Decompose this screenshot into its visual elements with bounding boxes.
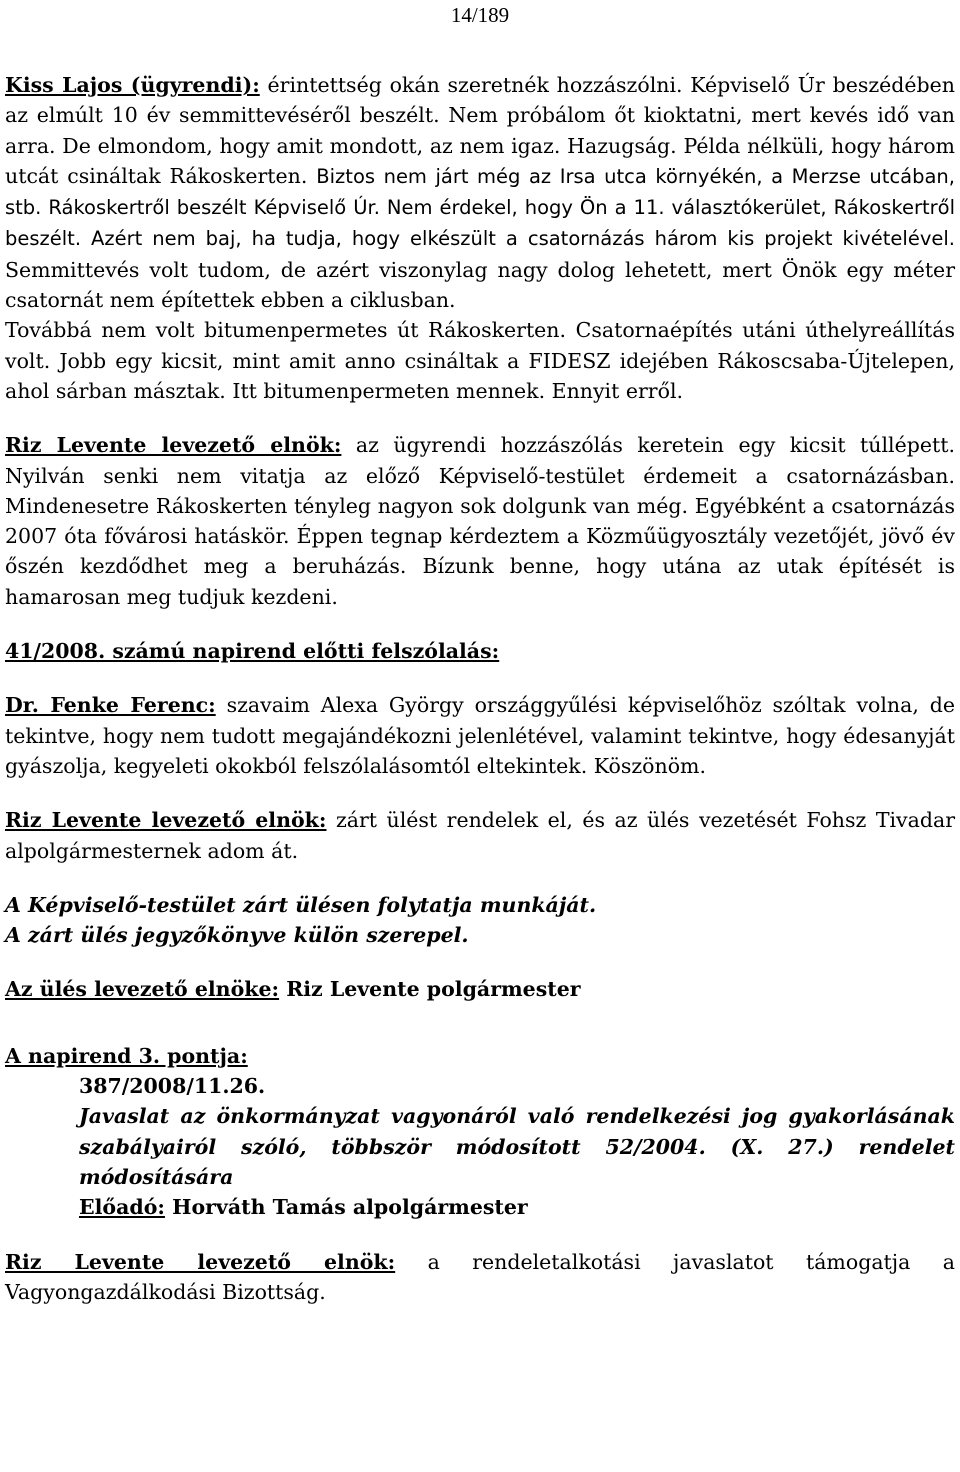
paragraph-text: Azért nem baj, ha tudja, hogy elkészült a csatornázás három kis projekt kivételével. bbox=[81, 227, 955, 251]
paragraph-text: az ügyrendi hozzászólás keretein egy kicsit túllépett. Nyilván senki nem vitatja az előző Képviselő-testület érdemeit a csatornázásban. Mindenesetre Rákoskerten tényleg nagyon sok dolgunk van még. Egyébként a csatornázás 2007 óta fővárosi hatáskör. Éppen tegnap kérdeztem a Közműügyosztály vezetőjét, jövő év őszén kezdődhet meg a beruházás. Bízunk benne, hogy utána az utak építését is hamarosan meg tudjuk kezdeni. bbox=[5, 433, 955, 609]
agenda-heading-3: A napirend 3. pontja: bbox=[5, 1043, 248, 1068]
session-chair bbox=[5, 974, 955, 1004]
speaker-name: Riz Levente levezető elnök: bbox=[5, 808, 327, 833]
paragraph-riz-levente-3 bbox=[5, 1247, 955, 1308]
closed-session-line: A Képviselő-testület zárt ülésen folytatja munkáját. bbox=[5, 892, 597, 917]
speaker-name: Riz Levente levezető elnök: bbox=[5, 433, 342, 458]
document-body bbox=[5, 70, 955, 1307]
page-number: 14/189 bbox=[450, 3, 510, 27]
chair-name: Riz Levente polgármester bbox=[279, 977, 581, 1002]
paragraph-riz-levente-1 bbox=[5, 430, 955, 612]
speaker-name: Dr. Fenke Ferenc: bbox=[5, 693, 216, 718]
agenda-item-presenter bbox=[79, 1192, 955, 1222]
paragraph-text: Csatornaépítés utáni úthelyreállítás volt. bbox=[5, 318, 955, 373]
speaker-name: Kiss Lajos (ügyrendi): bbox=[5, 73, 260, 97]
paragraph-fenke-ferenc bbox=[5, 690, 955, 781]
presenter-label: Előadó: bbox=[79, 1195, 165, 1220]
paragraph-kiss-lajos bbox=[5, 70, 955, 406]
paragraph-text: a rendeletalkotási javaslatot támogatja a Vagyongazdálkodási Bizottság. bbox=[5, 1249, 955, 1304]
paragraph-text: szavaim Alexa György országgyűlési képviselőhöz szóltak volna, de tekintve, hogy nem tudott megajándékozni jelenlétével, valamint tekintve, hogy édesanyját gyászolja, kegyeleti okokból felszólalásomtól eltekintek. Köszönöm. bbox=[5, 693, 955, 778]
paragraph-text: érintettség okán szeretnék hozzászólni. Képviselő Úr beszédében az elmúlt 10 év semmittevéséről beszélt. Nem próbálom őt kioktatni, mert kevés idő van arra. De elmondom, hogy amit mondott, az nem igaz. Hazugság. Példa nélküli, hogy három utcát csináltak Rákoskerten. bbox=[5, 73, 956, 188]
paragraph-text: Semmittevés volt tudom, de azért viszonylag nagy dolog lehetett, mert Önök egy méter csatornát nem építettek ebben a ciklusban. bbox=[5, 257, 955, 313]
paragraph-text: Továbbá nem volt bitumenpermetes út Rákoskerten. bbox=[5, 318, 567, 343]
chair-label: Az ülés levezető elnöke: bbox=[5, 977, 280, 1002]
agenda-heading-41: 41/2008. számú napirend előtti felszólalás: bbox=[5, 639, 500, 664]
speaker-name: Riz Levente levezető elnök: bbox=[5, 1249, 396, 1274]
agenda-item-title: Javaslat az önkormányzat vagyonáról való rendelkezési jog gyakorlásának szabályairól szóló, többször módosított 52/2004. (X. 27.) rendelet módosítására bbox=[79, 1104, 955, 1189]
agenda-item bbox=[5, 1071, 955, 1222]
paragraph-riz-levente-2 bbox=[5, 805, 955, 866]
presenter-name: Horváth Tamás alpolgármester bbox=[164, 1195, 528, 1220]
agenda-item-number: 387/2008/11.26. bbox=[79, 1074, 266, 1099]
closed-session-note: A zárt ülés jegyzőkönyve külön szerepel. bbox=[5, 923, 469, 948]
paragraph-text: Jobb egy kicsit, mint amit anno csináltak a FIDESZ idejében Rákoscsaba-Újtelepen, ahol sárban másztak. Itt bitumenpermeten mennek. Ennyit erről. bbox=[5, 348, 955, 403]
paragraph-text: Biztos nem járt még az Irsa utca környékén, a Merzse utcában, stb. Rákoskertről beszélt Képviselő Úr. Nem érdekel, hogy Ön a 11. választókerület, Rákoskertről beszélt. bbox=[5, 164, 955, 251]
paragraph-text: zárt ülést rendelek el, és az ülés vezetését Fohsz Tivadar alpolgármesternek adom át. bbox=[5, 808, 955, 863]
